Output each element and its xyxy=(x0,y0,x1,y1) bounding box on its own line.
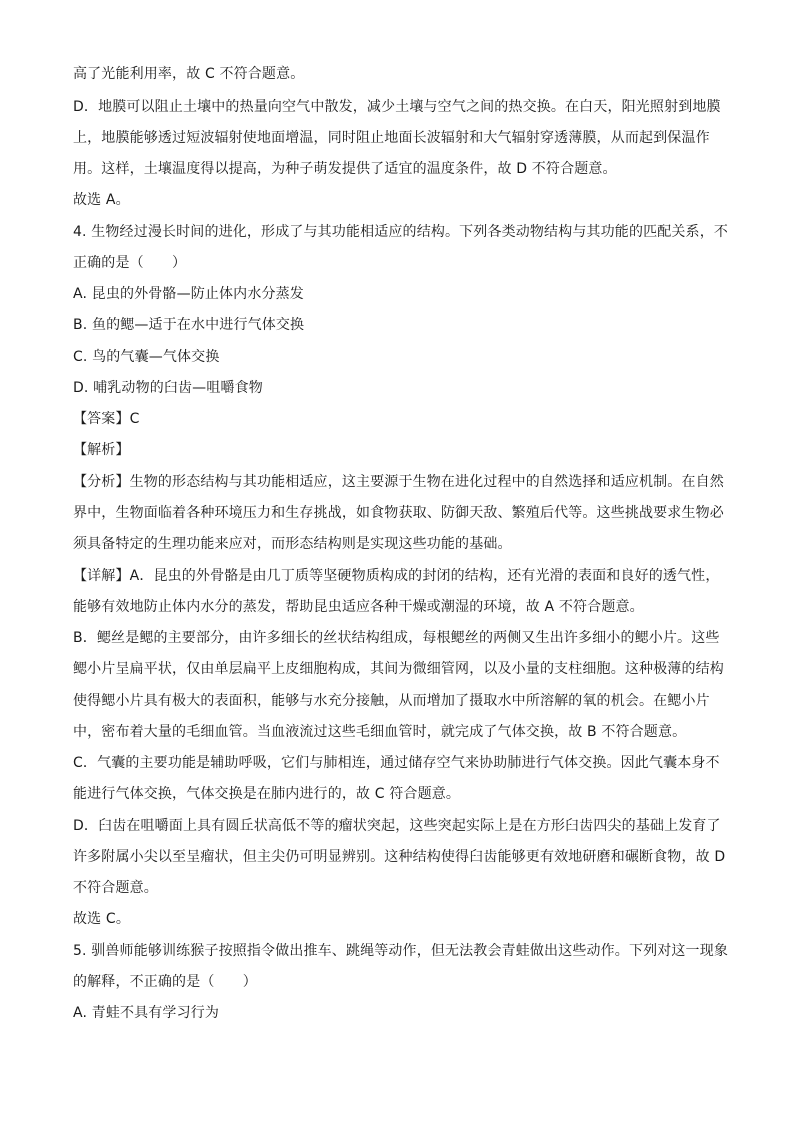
question-5-stem: 的解释，不正确的是（ ） xyxy=(73,974,257,990)
text-line: D．臼齿在咀嚼面上具有圆丘状高低不等的瘤状突起，这些突起实际上是在方形臼齿四尖的基础上发育了 xyxy=(73,818,721,834)
text-line: 用。这样，土壤温度得以提高，为种子萌发提供了适宜的温度条件，故 D 不符合题意。 xyxy=(73,161,617,177)
text-line: 【分析】生物的形态结构与其功能相适应，这主要源于生物在进化过程中的自然选择和适应机制。在自然 xyxy=(73,474,724,490)
question-5-stem: 5. 驯兽师能够训练猴子按照指令做出推车、跳绳等动作，但无法教会青蛙做出这些动作。下列对这一现象 xyxy=(73,943,729,959)
analysis-label: 【解析】 xyxy=(73,442,130,458)
option-a: A. 昆虫的外骨骼—防止体内水分蒸发 xyxy=(73,286,304,302)
text-line: 能够有效地防止体内水分的蒸发，帮助昆虫适应各种干燥或潮湿的环境，故 A 不符合题意。 xyxy=(73,599,644,615)
text-line: 许多附属小尖以至呈瘤状，但主尖仍可明显辨别。这种结构使得臼齿能够更有效地研磨和碾断食物，故 D xyxy=(73,849,726,865)
option-d: D. 哺乳动物的臼齿—咀嚼食物 xyxy=(73,380,263,396)
text-line: 须具备特定的生理功能来应对，而形态结构则是实现这些功能的基础。 xyxy=(73,536,512,552)
option-a: A. 青蛙不具有学习行为 xyxy=(73,1005,220,1021)
option-b: B. 鱼的鳃—适于在水中进行气体交换 xyxy=(73,317,305,333)
text-line: 中，密布着大量的毛细血管。当血液流过这些毛细血管时，就完成了气体交换，故 B 不符合题意。 xyxy=(73,724,687,740)
text-line: 不符合题意。 xyxy=(73,880,158,896)
question-4-stem: 4. 生物经过漫长时间的进化，形成了与其功能相适应的结构。下列各类动物结构与其功能的匹配关系，不 xyxy=(73,224,729,240)
text-line: 能进行气体交换，气体交换是在肺内进行的，故 C 符合题意。 xyxy=(73,786,461,802)
text-line: C．气囊的主要功能是辅助呼吸，它们与肺相连，通过储存空气来协助肺进行气体交换。因此气囊本身不 xyxy=(73,755,720,771)
option-c: C. 鸟的气囊—气体交换 xyxy=(73,349,220,365)
text-line: 上，地膜能够透过短波辐射使地面增温，同时阻止地面长波辐射和大气辐射穿透薄膜，从而起到保温作 xyxy=(73,130,710,146)
text-line: 故选 A。 xyxy=(73,192,130,208)
text-line: 使得鳃小片具有极大的表面积，能够与水充分接触，从而增加了摄取水中所溶解的氧的机会。在鳃小片 xyxy=(73,693,710,709)
text-line: 【详解】A．昆虫的外骨骼是由几丁质等坚硬物质构成的封闭的结构，还有光滑的表面和良好的透气性， xyxy=(73,568,720,584)
question-4-stem: 正确的是（ ） xyxy=(73,255,187,271)
text-line: D．地膜可以阻止土壤中的热量向空气中散发，减少土壤与空气之间的热交换。在白天，阳光照射到地膜 xyxy=(73,99,721,115)
text-line: 故选 C。 xyxy=(73,911,130,927)
text-line: B．鳃丝是鳃的主要部分，由许多细长的丝状结构组成，每根鳃丝的两侧又生出许多细小的鳃小片。这些 xyxy=(73,630,720,646)
text-line: 界中，生物面临着各种环境压力和生存挑战，如食物获取、防御天敌、繁殖后代等。这些挑战要求生物必 xyxy=(73,505,724,521)
answer-label: 【答案】C xyxy=(73,411,140,427)
text-line: 鳃小片呈扁平状，仅由单层扁平上皮细胞构成，其间为微细管网，以及小量的支柱细胞。这种极薄的结构 xyxy=(73,661,724,677)
text-line: 高了光能利用率，故 C 不符合题意。 xyxy=(73,66,305,82)
